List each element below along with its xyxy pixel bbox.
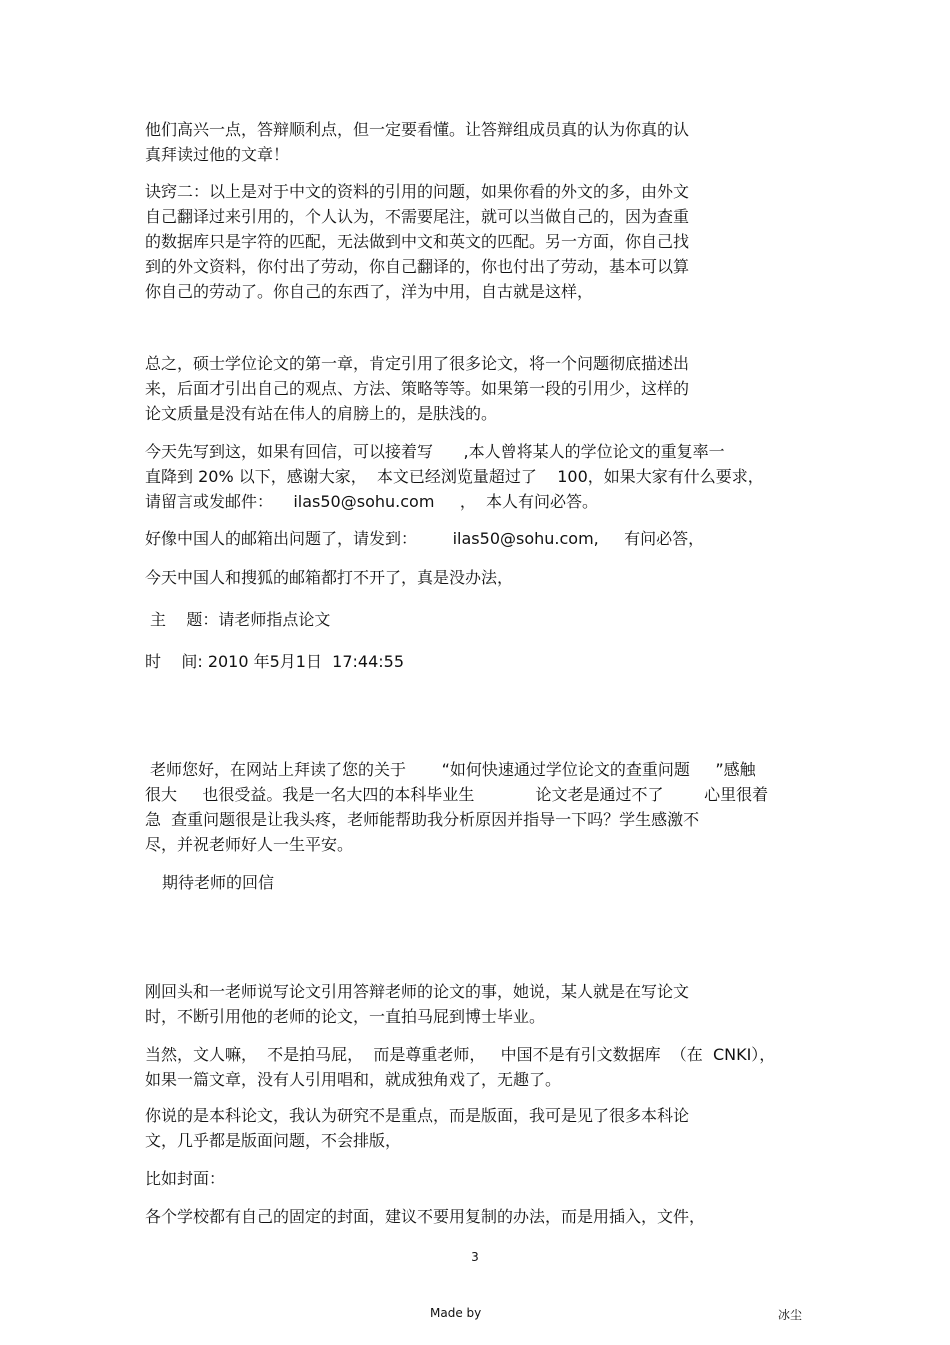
text-line: 自己翻译过来引用的，个人认为，不需要尾注，就可以当做自己的，因为查重 [145,207,690,226]
text-line: 你自己的劳动了。你自己的东西了，洋为中用，自古就是这样， [145,282,594,301]
text-line: 如果一篇文章，没有人引用唱和，就成独角戏了，无趣了。 [145,1070,562,1089]
text-line: 各个学校都有自己的固定的封面，建议不要用复制的办法，而是用插入，文件， [145,1207,706,1226]
text-line: 时，不断引用他的老师的论文，一直拍马屁到博士毕业。 [145,1007,546,1026]
text-line: 很大 也很受益。我是一名大四的本科毕业生 论文老是通过不了 心里很着 [145,785,769,804]
text-line: 他们高兴一点，答辩顺利点，但一定要看懂。让答辩组成员真的认为你真的认 [145,120,690,139]
text-line: 比如封面： [145,1169,226,1188]
text-line: 老师您好，在网站上拜读了您的关于 “如何快速通过学位论文的查重问题 ”感触 [150,760,756,779]
text-line: 急 查重问题很是让我头疼，老师能帮助我分析原因并指导一下吗？学生感激不 [145,810,700,829]
text-line: 好像中国人的邮箱出问题了，请发到： ilas50@sohu.com, 有问必答， [145,529,705,548]
text-line: 诀窍二：以上是对于中文的资料的引用的问题，如果你看的外文的多，由外文 [145,182,690,201]
text-line: 论文质量是没有站在伟人的肩膀上的，是肤浅的。 [145,404,498,423]
text-line: 总之，硕士学位论文的第一章，肯定引用了很多论文，将一个问题彻底描述出 [145,354,690,373]
time-line: 时 间: 2010 年5月1日 17:44:55 [145,652,405,671]
text-line: 你说的是本科论文，我认为研究不是重点，而是版面，我可是见了很多本科论 [145,1106,690,1125]
text-line: 来，后面才引出自己的观点、方法、策略等等。如果第一段的引用少，这样的 [145,379,690,398]
text-line: 当然，文人嘛， 不是拍马屁， 而是尊重老师， 中国不是有引文数据库 （在 CNKI）， [145,1045,776,1064]
page-number: 3 [471,1250,479,1264]
text-line: 尽，并祝老师好人一生平安。 [145,835,354,854]
text-line: 今天先写到这，如果有回信，可以接着写 ,本人曾将某人的学位论文的重复率一 [145,442,725,461]
text-line: 请留言或发邮件： ilas50@sohu.com ， 本人有问必答。 [145,492,599,511]
text-line: 文，几乎都是版面问题，不会排版， [145,1131,402,1150]
text-line: 直降到 20% 以下，感谢大家， 本文已经浏览量超过了 100，如果大家有什么要求， [145,467,764,486]
subject-line: 主 题：请老师指点论文 [150,610,331,629]
text-line: 真拜读过他的文章！ [145,145,290,164]
text-line: 到的外文资料，你付出了劳动，你自己翻译的，你也付出了劳动，基本可以算 [145,257,690,276]
text-line: 期待老师的回信 [162,873,275,892]
text-line: 今天中国人和搜狐的邮箱都打不开了，真是没办法， [145,568,514,587]
footer-author: 冰尘 [778,1308,803,1322]
text-line: 的数据库只是字符的匹配，无法做到中文和英文的匹配。另一方面，你自己找 [145,232,690,251]
footer-made-by: Made by [430,1306,482,1320]
text-line: 刚回头和一老师说写论文引用答辩老师的论文的事，她说，某人就是在写论文 [145,982,690,1001]
